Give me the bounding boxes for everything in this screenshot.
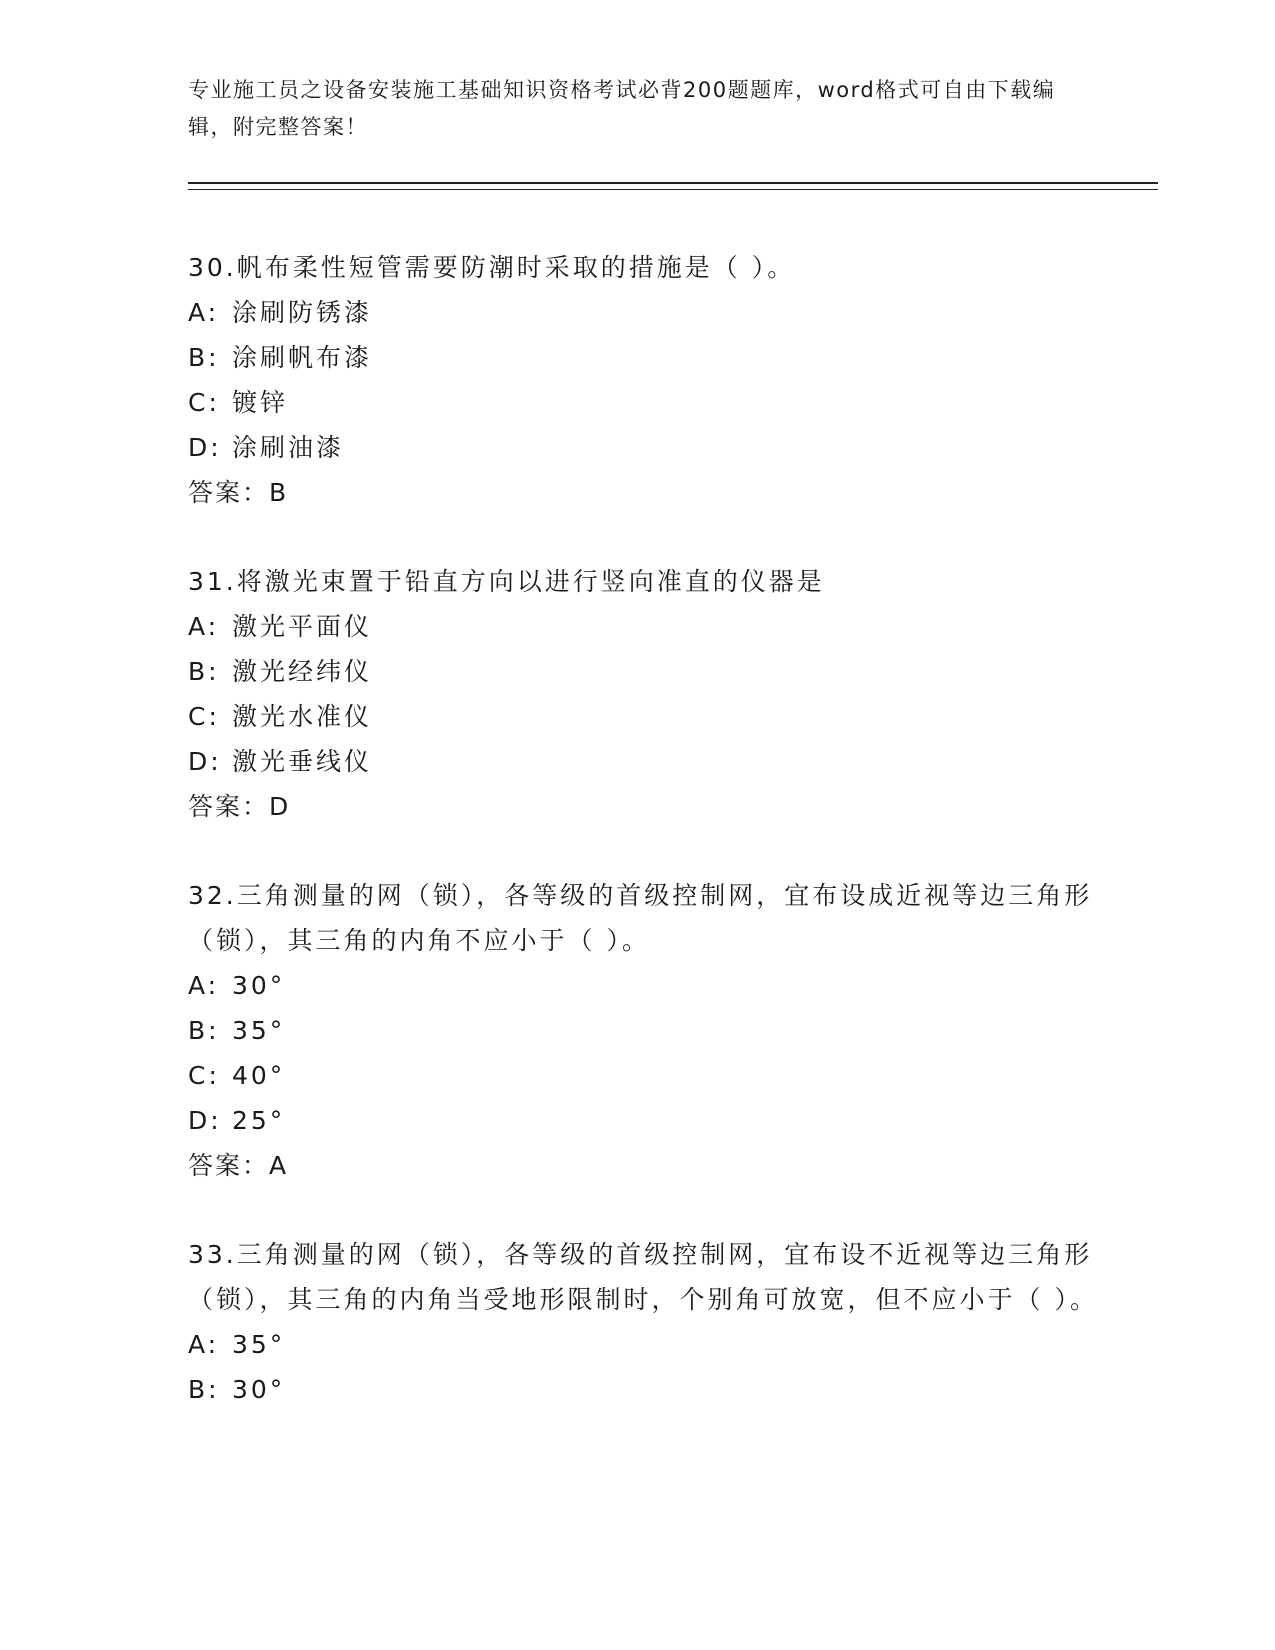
answer-value: B [269,478,289,507]
option-key: B: [188,657,220,686]
option-text: 30° [232,971,286,1000]
option-text: 涂刷防锈漆 [232,298,373,327]
option-c [188,694,1158,739]
option-key: C: [188,702,220,731]
option-a [188,963,1158,1008]
option-text: 25° [232,1106,286,1135]
question-32 [188,873,1158,1188]
question-stem: 31.将激光束置于铅直方向以进行竖向准直的仪器是 [188,567,825,596]
question-list [188,245,1158,1412]
answer-label: 答案： [188,1151,270,1180]
option-c [188,380,1158,425]
option-key: D: [188,1106,222,1135]
header-divider [188,182,1158,190]
option-text: 激光垂线仪 [232,747,373,776]
option-key: B: [188,1016,220,1045]
option-text: 激光经纬仪 [232,657,373,686]
option-key: C: [188,1061,220,1090]
question-stem: 30.帆布柔性短管需要防潮时采取的措施是（ ）。 [188,253,796,282]
option-text: 涂刷帆布漆 [232,343,373,372]
option-key: A: [188,298,220,327]
option-key: B: [188,343,220,372]
option-key: A: [188,1330,220,1359]
option-key: D: [188,747,222,776]
answer-line [188,784,1158,829]
option-c [188,1053,1158,1098]
option-b [188,1367,1158,1412]
option-text: 35° [232,1330,286,1359]
option-text: 35° [232,1016,286,1045]
answer-value: D [269,792,291,821]
option-key: B: [188,1375,220,1404]
option-d [188,1098,1158,1143]
option-a [188,604,1158,649]
option-d [188,739,1158,784]
option-b [188,1008,1158,1053]
option-key: D: [188,433,222,462]
answer-label: 答案： [188,478,270,507]
option-b [188,649,1158,694]
answer-line [188,470,1158,515]
document-header: 专业施工员之设备安装施工基础知识资格考试必背200题题库，word格式可自由下载编辑，附完整答案！ [188,78,1056,139]
option-text: 镀锌 [232,388,289,417]
document-page [188,72,1158,1456]
option-key: A: [188,971,220,1000]
option-b [188,335,1158,380]
option-d [188,425,1158,470]
option-text: 激光平面仪 [232,612,373,641]
answer-line [188,1143,1158,1188]
option-a [188,1322,1158,1367]
option-text: 激光水准仪 [232,702,373,731]
answer-value: A [269,1151,289,1180]
option-text: 30° [232,1375,286,1404]
option-key: A: [188,612,220,641]
question-33 [188,1232,1158,1412]
option-text: 40° [232,1061,286,1090]
option-a [188,290,1158,335]
option-key: C: [188,388,220,417]
answer-label: 答案： [188,792,270,821]
option-text: 涂刷油漆 [232,433,345,462]
question-stem: 32.三角测量的网（锁），各等级的首级控制网，宜布设成近视等边三角形（锁），其三角的内角不应小于（ ）。 [188,881,1093,955]
question-stem: 33.三角测量的网（锁），各等级的首级控制网，宜布设不近视等边三角形（锁），其三角的内角当受地形限制时，个别角可放宽，但不应小于（ ）。 [188,1240,1098,1314]
question-30 [188,245,1158,515]
question-31 [188,559,1158,829]
